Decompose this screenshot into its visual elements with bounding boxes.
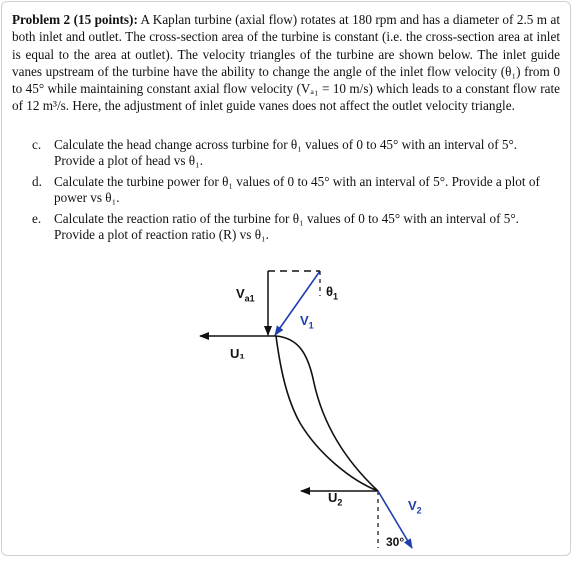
- problem-statement: [12, 11, 560, 115]
- part-label: e.: [32, 210, 42, 226]
- part-c: [32, 137, 560, 170]
- part-d: [32, 174, 560, 207]
- part-e: [32, 211, 560, 244]
- v2-label: $V_2$: [408, 498, 422, 516]
- va1-label: $V_{a1}$: [236, 286, 255, 304]
- v1-label: $V_1$: [300, 313, 314, 331]
- problem-body: A Kaplan turbine (axial flow) rotates at 180 rpm and has a diameter of 2.5 m at both inlet and outlet. The cross-section area of the turbine is constant (i.e. the cross-section area at inlet is equal to the area at outlet). The velocity triangles of the turbine are shown below. The inlet guide vanes upstream of the turbine have the ability to change the angle of the inlet flow velocity (θ₁) from 0 to 45° while maintaining constant axial flow velocity (Vₐ₁ = 10 m/s) which leads to a constant flow rate of 12 m³/s. Here, the adjustment of inlet guide vanes does not affect the outlet velocity triangle.: [12, 12, 560, 114]
- u1-label: U₁: [230, 346, 245, 361]
- blade-profile: [276, 336, 378, 491]
- part-label: c.: [32, 137, 42, 152]
- problem-heading: Problem 2 (15 points):: [12, 12, 138, 27]
- theta1-label: $\theta_1$: [326, 284, 339, 302]
- velocity-triangle-figure: [190, 258, 440, 558]
- blade-diagram: [190, 258, 440, 558]
- part-text: Calculate the turbine power for θ₁ values of 0 to 45° with an interval of 5°. Provide a plot of power vs θ₁.: [54, 173, 540, 206]
- problem-parts: [32, 137, 560, 247]
- u2-label: $U_2$: [328, 490, 343, 508]
- part-text: Calculate the head change across turbine for θ₁ values of 0 to 45° with an interval of 5°. Provide a plot of head vs θ₁.: [54, 137, 518, 169]
- part-label: d.: [32, 173, 42, 189]
- angle-label: 30°: [386, 535, 405, 549]
- part-text: Calculate the reaction ratio of the turbine for θ₁ values of 0 to 45° with an interval of 5°. Provide a plot of reaction ratio (R) vs θ₁.: [54, 210, 519, 243]
